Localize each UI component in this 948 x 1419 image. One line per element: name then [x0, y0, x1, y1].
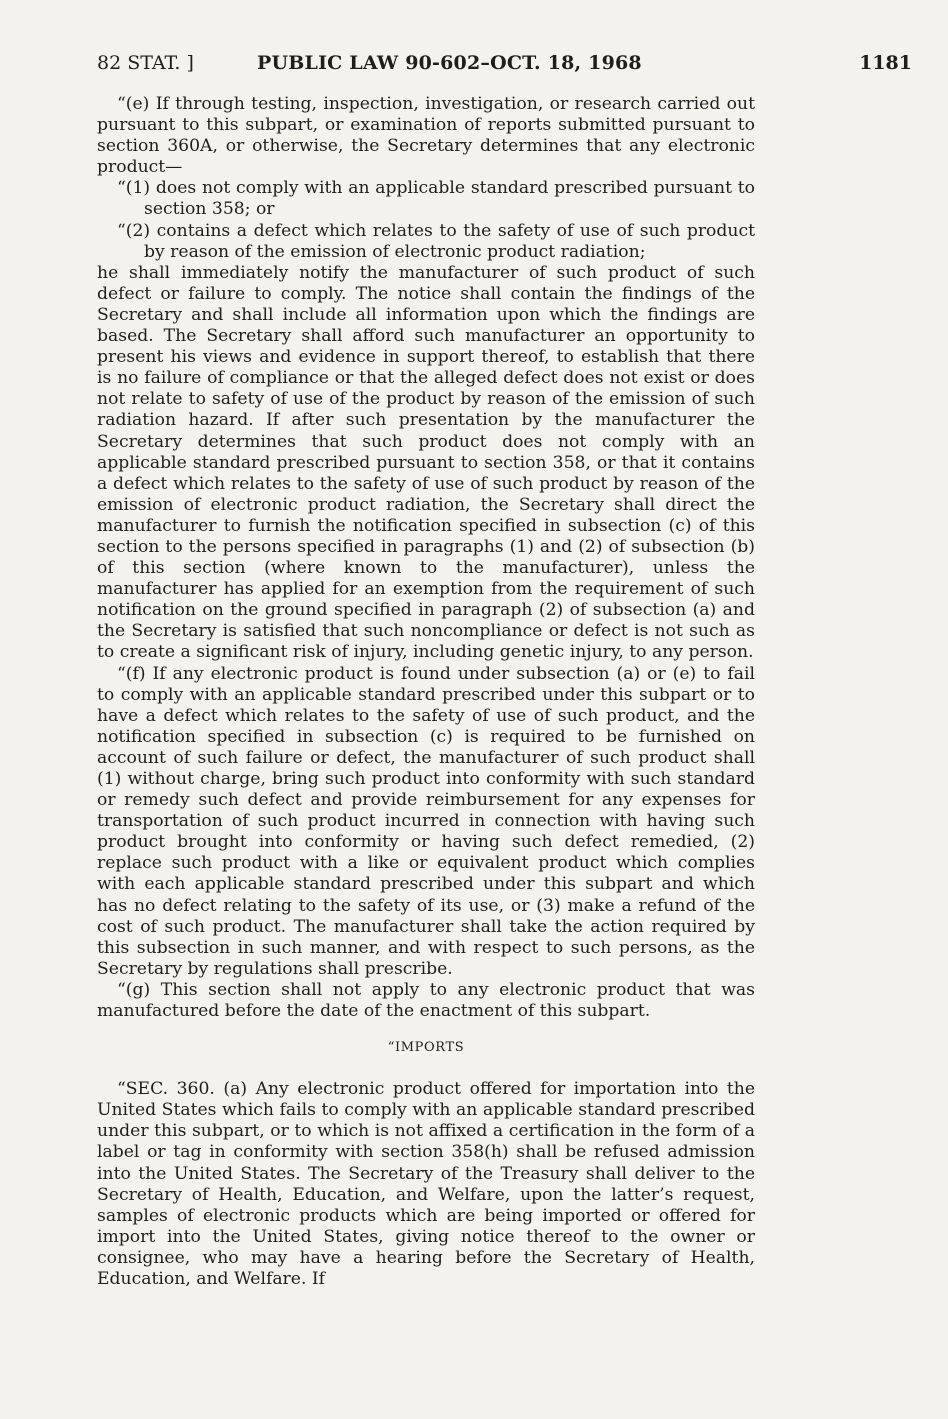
running-title: PUBLIC LAW 90-602–OCT. 18, 1968	[257, 52, 642, 74]
paragraph-e: “(e) If through testing, inspection, investigation, or research carried out pursuant to this subpart, or examination of reports submitted pursuant to section 360A, or otherwise, the Secretary determines that any electronic product—	[97, 94, 755, 178]
paragraph-e-item-2: “(2) contains a defect which relates to the safety of use of such product by reason of the emission of electronic product radiation;	[117, 220, 755, 262]
paragraph-e-continuation: he shall immediately notify the manufacturer of such product of such defect or failure to comply. The notice shall contain the findings of the Secretary and shall include all information upon which the findings are based. The Secretary shall afford such manufacturer an opportunity to present his views and evidence in support thereof, to establish that there is no failure of compliance or that the alleged defect does not exist or does not relate to safety of use of the product by reason of the emission of such radiation hazard. If after such presentation by the manufacturer the Secretary determines that such product does not comply with an applicable standard prescribed pursuant to section 358, or that it contains a defect which relates to the safety of use of such product by reason of the emission of electronic product radiation, the Secretary shall direct the manufacturer to furnish the notification specified in subsection (c) of this section to the persons specified in paragraphs (1) and (2) of subsection (b) of this section (where known to the manufacturer), unless the manufacturer has applied for an exemption from the requirement of such notification on the ground specified in paragraph (2) of subsection (a) and the Secretary is satisfied that such noncompliance or defect is not such as to create a significant risk of injury, including genetic injury, to any person.	[97, 262, 755, 663]
paragraph-f: “(f) If any electronic product is found under subsection (a) or (e) to fail to comply with an applicable standard prescribed under this subpart or to have a defect which relates to the safety of use of such product, and the notification specified in subsection (c) is required to be furnished on account of such failure or defect, the manufacturer of such product shall (1) without charge, bring such product into conformity with such standard or remedy such defect and provide reimbursement for any expenses for transportation of such product incurred in connection with having such product brought into conformity or having such defect remedied, (2) replace such product with a like or equivalent product which complies with each applicable standard prescribed under this subpart and which has no defect relating to the safety of its use, or (3) make a refund of the cost of such product. The manufacturer shall take the action required by this subsection in such manner, and with respect to such persons, as the Secretary by regulations shall prescribe.	[97, 663, 755, 979]
paragraph-g: “(g) This section shall not apply to any electronic product that was manufactured before the date of the enactment of this subpart.	[97, 979, 755, 1022]
body-text	[97, 94, 755, 1290]
section-360: “SEC. 360. (a) Any electronic product offered for importation into the United States which fails to comply with an applicable standard prescribed under this subpart, or to which is not affixed a certification in the form of a label or tag in conformity with section 358(h) shall be refused admission into the United States. The Secretary of the Treasury shall deliver to the Secretary of Health, Education, and Welfare, upon the latter’s request, samples of electronic products which are being imported or offered for import into the United States, giving notice thereof to the owner or consignee, who may have a hearing before the Secretary of Health, Education, and Welfare. If	[97, 1079, 755, 1289]
paragraph-e-item-1: “(1) does not comply with an applicable standard prescribed pursuant to section 358; or	[117, 178, 755, 220]
page-header	[97, 48, 912, 78]
statute-volume: 82 STAT. ]	[97, 52, 194, 74]
page-number: 1181	[859, 52, 912, 74]
section-heading-imports: “IMPORTS	[387, 1040, 465, 1056]
